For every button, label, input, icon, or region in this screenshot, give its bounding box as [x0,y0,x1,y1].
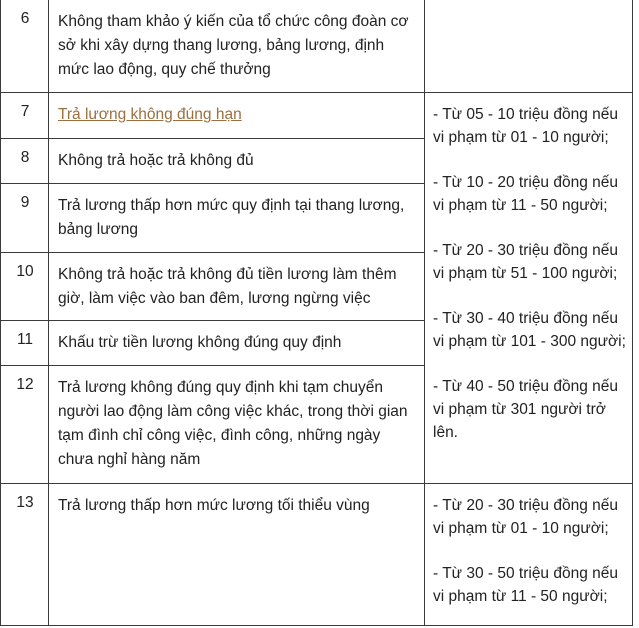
row-number: 12 [16,376,34,393]
penalty-cell [425,93,633,483]
penalty-item: - Từ 20 - 30 triệu đồng nếu vi phạm từ 01 - 10 người; [433,497,619,537]
penalty-item: - Từ 30 - 40 triệu đồng nếu vi phạm từ 101 - 300 người; [433,310,626,350]
row-description: Trả lương thấp hơn mức lương tối thiểu vùng [58,497,370,514]
penalty-item: - Từ 20 - 30 triệu đồng nếu vi phạm từ 51 - 100 người; [433,242,619,282]
row-number: 7 [20,103,30,120]
row-number: 13 [16,494,34,511]
row-number: 8 [20,149,30,166]
late-payment-link[interactable]: Trả lương không đúng hạn [58,106,242,123]
row-description: Khấu trừ tiền lương không đúng quy định [58,334,342,351]
row-description: Không tham khảo ý kiến của tổ chức công đoàn cơ sở khi xây dựng thang lương, bảng lương, định mức lao động, quy chế thưởng [58,13,409,78]
row-description: Không trả hoặc trả không đủ tiền lương làm thêm giờ, làm việc vào ban đêm, lương ngừng việc [58,266,397,307]
row-number: 11 [16,331,34,348]
penalty-cell [425,484,633,624]
penalty-item: - Từ 05 - 10 triệu đồng nếu vi phạm từ 01 - 10 người; [433,106,619,146]
row-description: Trả lương không đúng quy định khi tạm chuyển người lao động làm công việc khác, trong thời gian tạm đình chỉ công việc, đình công, những ngày chưa nghỉ hàng năm [58,379,408,468]
row-number: 9 [20,194,30,211]
penalty-item: - Từ 30 - 50 triệu đồng nếu vi phạm từ 11 - 50 người; [433,565,619,605]
row-number: 6 [20,10,30,27]
row-description [49,93,424,138]
row-number: 10 [16,263,34,280]
penalty-item: - Từ 10 - 20 triệu đồng nếu vi phạm từ 11 - 50 người; [433,174,619,214]
row-description: Không trả hoặc trả không đủ [58,152,254,169]
penalty-item: - Từ 40 - 50 triệu đồng nếu vi phạm từ 301 người trở lên. [433,378,619,441]
row-description: Trả lương thấp hơn mức quy định tại thang lương, bảng lương [58,197,405,238]
